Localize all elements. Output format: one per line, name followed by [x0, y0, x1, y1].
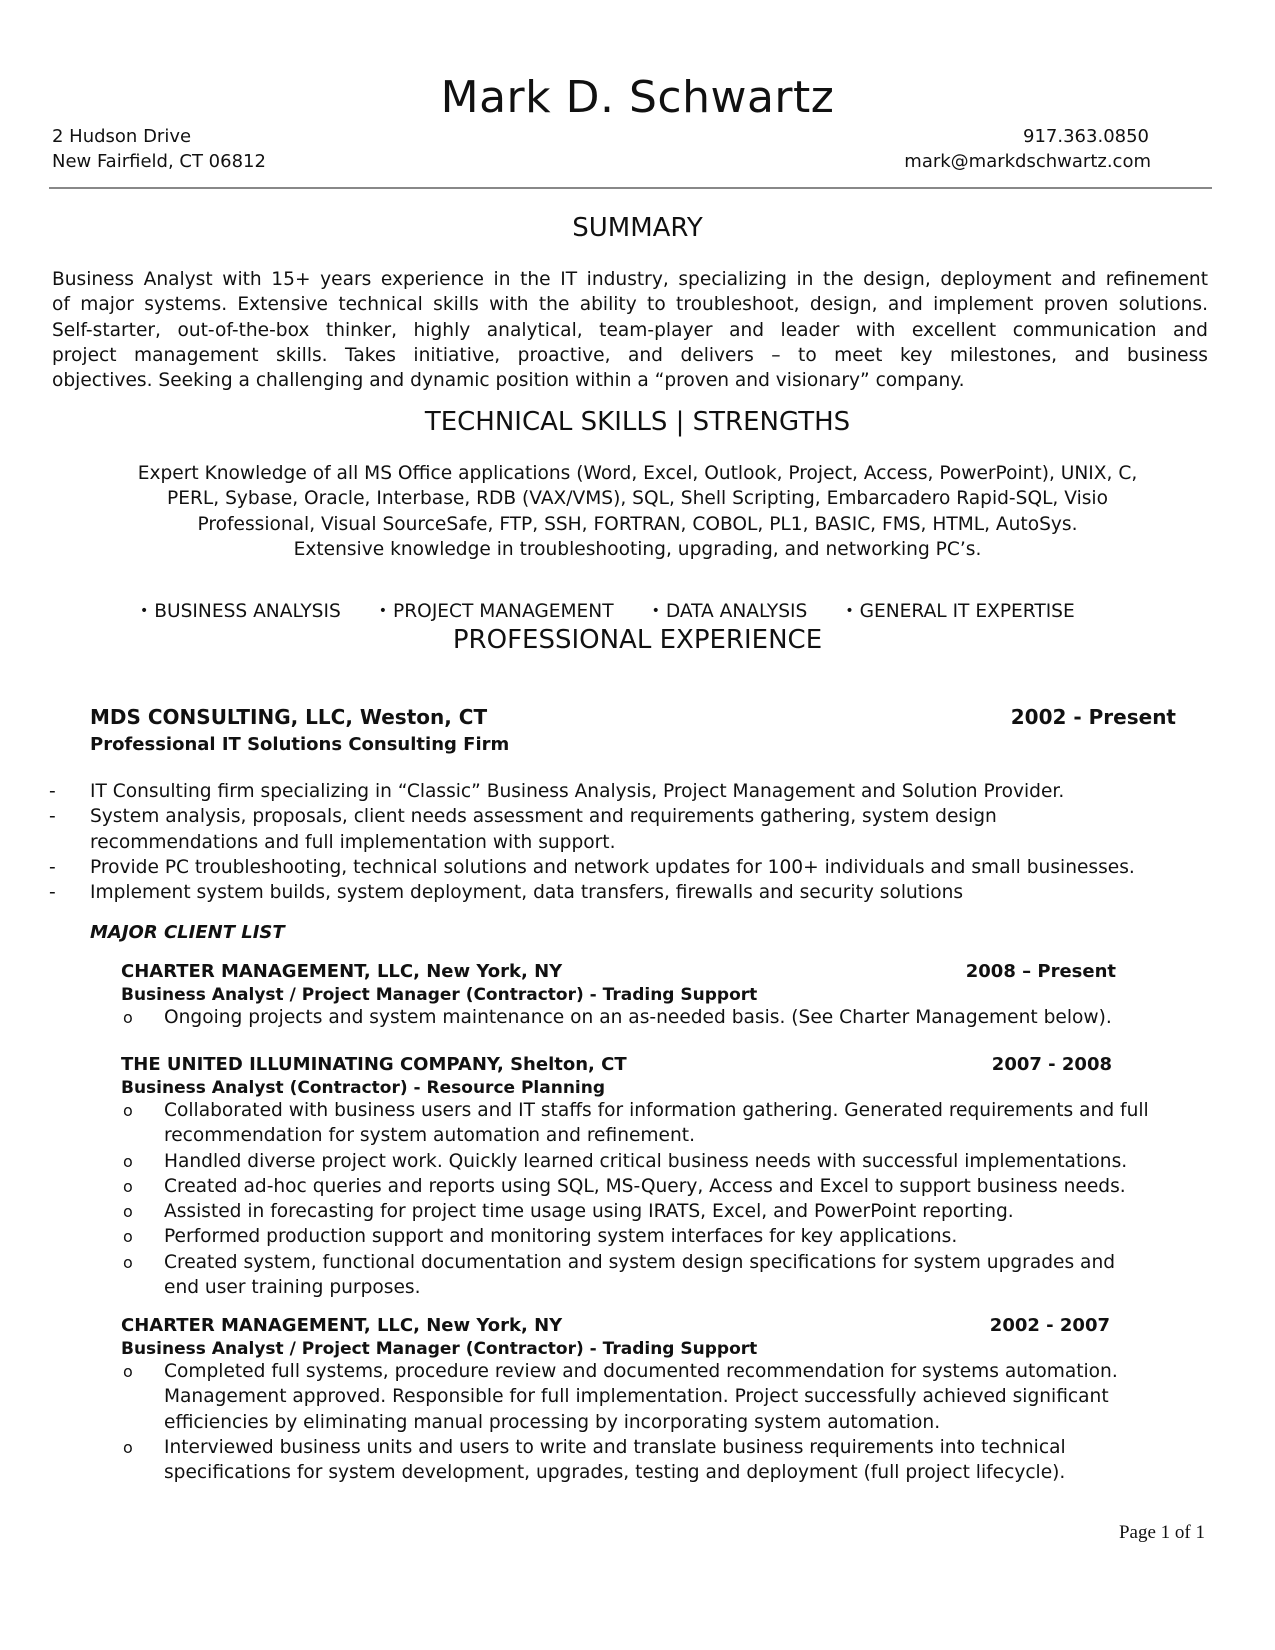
- strength-item: • BUSINESS ANALYSIS: [140, 601, 341, 622]
- list-item: [120, 1250, 1180, 1301]
- skills-line: Expert Knowledge of all MS Office applications (Word, Excel, Outlook, Project, Access, PowerPoint), UNIX, C,: [137, 463, 1138, 484]
- client-role: Business Analyst (Contractor) - Resource Planning: [121, 1078, 606, 1098]
- summary-line: of major systems. Extensive technical skills with the ability to troubleshoot, design, and implement proven solutions.: [52, 294, 1208, 316]
- skills-heading: TECHNICAL SKILLS | STRENGTHS: [424, 407, 851, 437]
- dash-marker: -: [49, 856, 56, 878]
- client-dates: 2008 – Present: [965, 961, 1116, 982]
- list-item: [120, 1098, 1180, 1149]
- firm-bullet-list: [49, 779, 1219, 905]
- circle-bullet-marker: o: [123, 1202, 133, 1222]
- summary-line: Self-starter, out-of-the-box thinker, highly analytical, team-player and leader with excellent communication and: [52, 319, 1208, 341]
- summary-line: Business Analyst with 15+ years experience in the IT industry, specializing in the design, deployment and refinement: [52, 269, 1208, 290]
- circle-bullet-marker: o: [123, 1227, 133, 1247]
- summary-heading: SUMMARY: [572, 213, 703, 243]
- list-item: [49, 855, 1219, 880]
- firm-bullet-text: System analysis, proposals, client needs assessment and requirements gathering, system design recommendations and full implementation with support.: [90, 806, 997, 853]
- list-item: [120, 1199, 1180, 1224]
- list-item: [120, 1149, 1180, 1174]
- summary-paragraph: [52, 267, 1208, 393]
- strength-item: • GENERAL IT EXPERTISE: [845, 601, 1074, 622]
- list-item: [49, 880, 1219, 905]
- major-client-label: MAJOR CLIENT LIST: [90, 922, 285, 943]
- list-item: [49, 804, 1219, 855]
- phone-number: 917.363.0850: [1023, 126, 1149, 147]
- client-bullet-text: Performed production support and monitoring system interfaces for key applications.: [164, 1226, 958, 1248]
- client-role: Business Analyst / Project Manager (Contractor) - Trading Support: [121, 985, 758, 1005]
- list-item: [120, 1359, 1180, 1435]
- list-item: [49, 779, 1219, 804]
- circle-bullet-marker: o: [123, 1101, 133, 1120]
- circle-bullet-marker: o: [123, 1252, 133, 1272]
- client-name: CHARTER MANAGEMENT, LLC, New York, NY: [121, 961, 563, 982]
- header-divider: [49, 187, 1212, 189]
- list-item: [120, 1224, 1180, 1249]
- client-bullet-text: Collaborated with business users and IT staffs for information gathering. Generated requirements and full recommendation for system automation and refinement.: [164, 1100, 1149, 1147]
- firm-bullet-text: Implement system builds, system deployment, data transfers, firewalls and security solutions: [90, 882, 964, 904]
- dash-marker: -: [49, 781, 56, 802]
- skills-line: Extensive knowledge in troubleshooting, upgrading, and networking PC’s.: [293, 538, 982, 560]
- client-entry: [121, 1315, 1118, 1485]
- client-bullets: [120, 1098, 1180, 1300]
- dash-marker: -: [49, 806, 56, 828]
- skills-paragraph: [0, 461, 1275, 562]
- client-name: THE UNITED ILLUMINATING COMPANY, Shelton, CT: [121, 1054, 627, 1075]
- client-entry: [121, 961, 1116, 1030]
- client-bullet-text: Created ad-hoc queries and reports using SQL, MS-Query, Access and Excel to support business needs.: [164, 1175, 1126, 1197]
- email-address[interactable]: mark@markdschwartz.com: [904, 151, 1151, 172]
- client-bullet-text: Handled diverse project work. Quickly learned critical business needs with successful implementations.: [164, 1150, 1128, 1172]
- dash-marker: -: [49, 882, 56, 904]
- circle-bullet-marker: o: [123, 1008, 133, 1027]
- list-item: [120, 1435, 1180, 1486]
- circle-bullet-marker: o: [123, 1437, 133, 1457]
- client-bullet-text: Completed full systems, procedure review and documented recommendation for systems automation. Management approved. Responsible for full implementation. Project successfully achieved significant efficiencies by eliminating manual processing by incorporating system automation.: [164, 1361, 1118, 1433]
- client-dates: 2002 - 2007: [989, 1315, 1110, 1336]
- skills-line: Professional, Visual SourceSafe, FTP, SSH, FORTRAN, COBOL, PL1, BASIC, FMS, HTML, AutoSys.: [197, 513, 1078, 535]
- list-item: [120, 1174, 1180, 1199]
- client-bullet-text: Created system, functional documentation and system design specifications for system upgrades and end user training purposes.: [164, 1251, 1116, 1299]
- summary-line: objectives. Seeking a challenging and dynamic position within a “proven and visionary” company.: [52, 370, 965, 392]
- address-line-1: 2 Hudson Drive: [52, 126, 192, 147]
- client-entry: [121, 1054, 1149, 1300]
- circle-bullet-marker: o: [123, 1362, 133, 1381]
- client-header: [121, 1315, 1110, 1336]
- firm-bullet-text: Provide PC troubleshooting, technical solutions and network updates for 100+ individuals and small businesses.: [90, 856, 1135, 878]
- firm-bullet-text: IT Consulting firm specializing in “Classic” Business Analysis, Project Management and Solution Provider.: [90, 781, 1065, 802]
- circle-bullet-marker: o: [123, 1151, 133, 1171]
- client-bullets: [120, 1005, 1115, 1030]
- skills-line: PERL, Sybase, Oracle, Interbase, RDB (VAX/VMS), SQL, Shell Scripting, Embarcadero Rapid-SQL, Visio: [167, 488, 1108, 510]
- client-role: Business Analyst / Project Manager (Contractor) - Trading Support: [121, 1339, 758, 1359]
- strength-item: • PROJECT MANAGEMENT: [379, 601, 614, 622]
- firm-name: MDS CONSULTING, LLC, Weston, CT: [90, 705, 488, 729]
- strengths-list: [140, 601, 1075, 622]
- firm-dates: 2002 - Present: [1010, 705, 1176, 729]
- client-dates: 2007 - 2008: [991, 1054, 1112, 1075]
- firm-subtitle: Professional IT Solutions Consulting Firm: [90, 734, 510, 755]
- client-header: [121, 961, 1116, 982]
- client-header: [121, 1054, 1112, 1075]
- experience-heading: PROFESSIONAL EXPERIENCE: [452, 625, 823, 655]
- strength-item: • DATA ANALYSIS: [652, 601, 808, 622]
- address-line-2: New Fairfield, CT 06812: [52, 151, 266, 172]
- client-bullet-text: Ongoing projects and system maintenance on an as-needed basis. (See Charter Management below).: [164, 1007, 1112, 1028]
- client-bullet-text: Assisted in forecasting for project time usage using IRATS, Excel, and PowerPoint reporting.: [164, 1201, 1014, 1223]
- client-name: CHARTER MANAGEMENT, LLC, New York, NY: [121, 1315, 563, 1336]
- circle-bullet-marker: o: [123, 1176, 133, 1196]
- summary-line: project management skills. Takes initiative, proactive, and delivers – to meet key milestones, and business: [52, 344, 1208, 366]
- page-number: Page 1 of 1: [1118, 1522, 1205, 1543]
- client-bullet-text: Interviewed business units and users to write and translate business requirements into technical specifications for system development, upgrades, testing and deployment (full project lifecycle).: [164, 1436, 1066, 1484]
- list-item: [120, 1005, 1115, 1030]
- candidate-name: Mark D. Schwartz: [440, 72, 835, 123]
- client-bullets: [120, 1359, 1180, 1485]
